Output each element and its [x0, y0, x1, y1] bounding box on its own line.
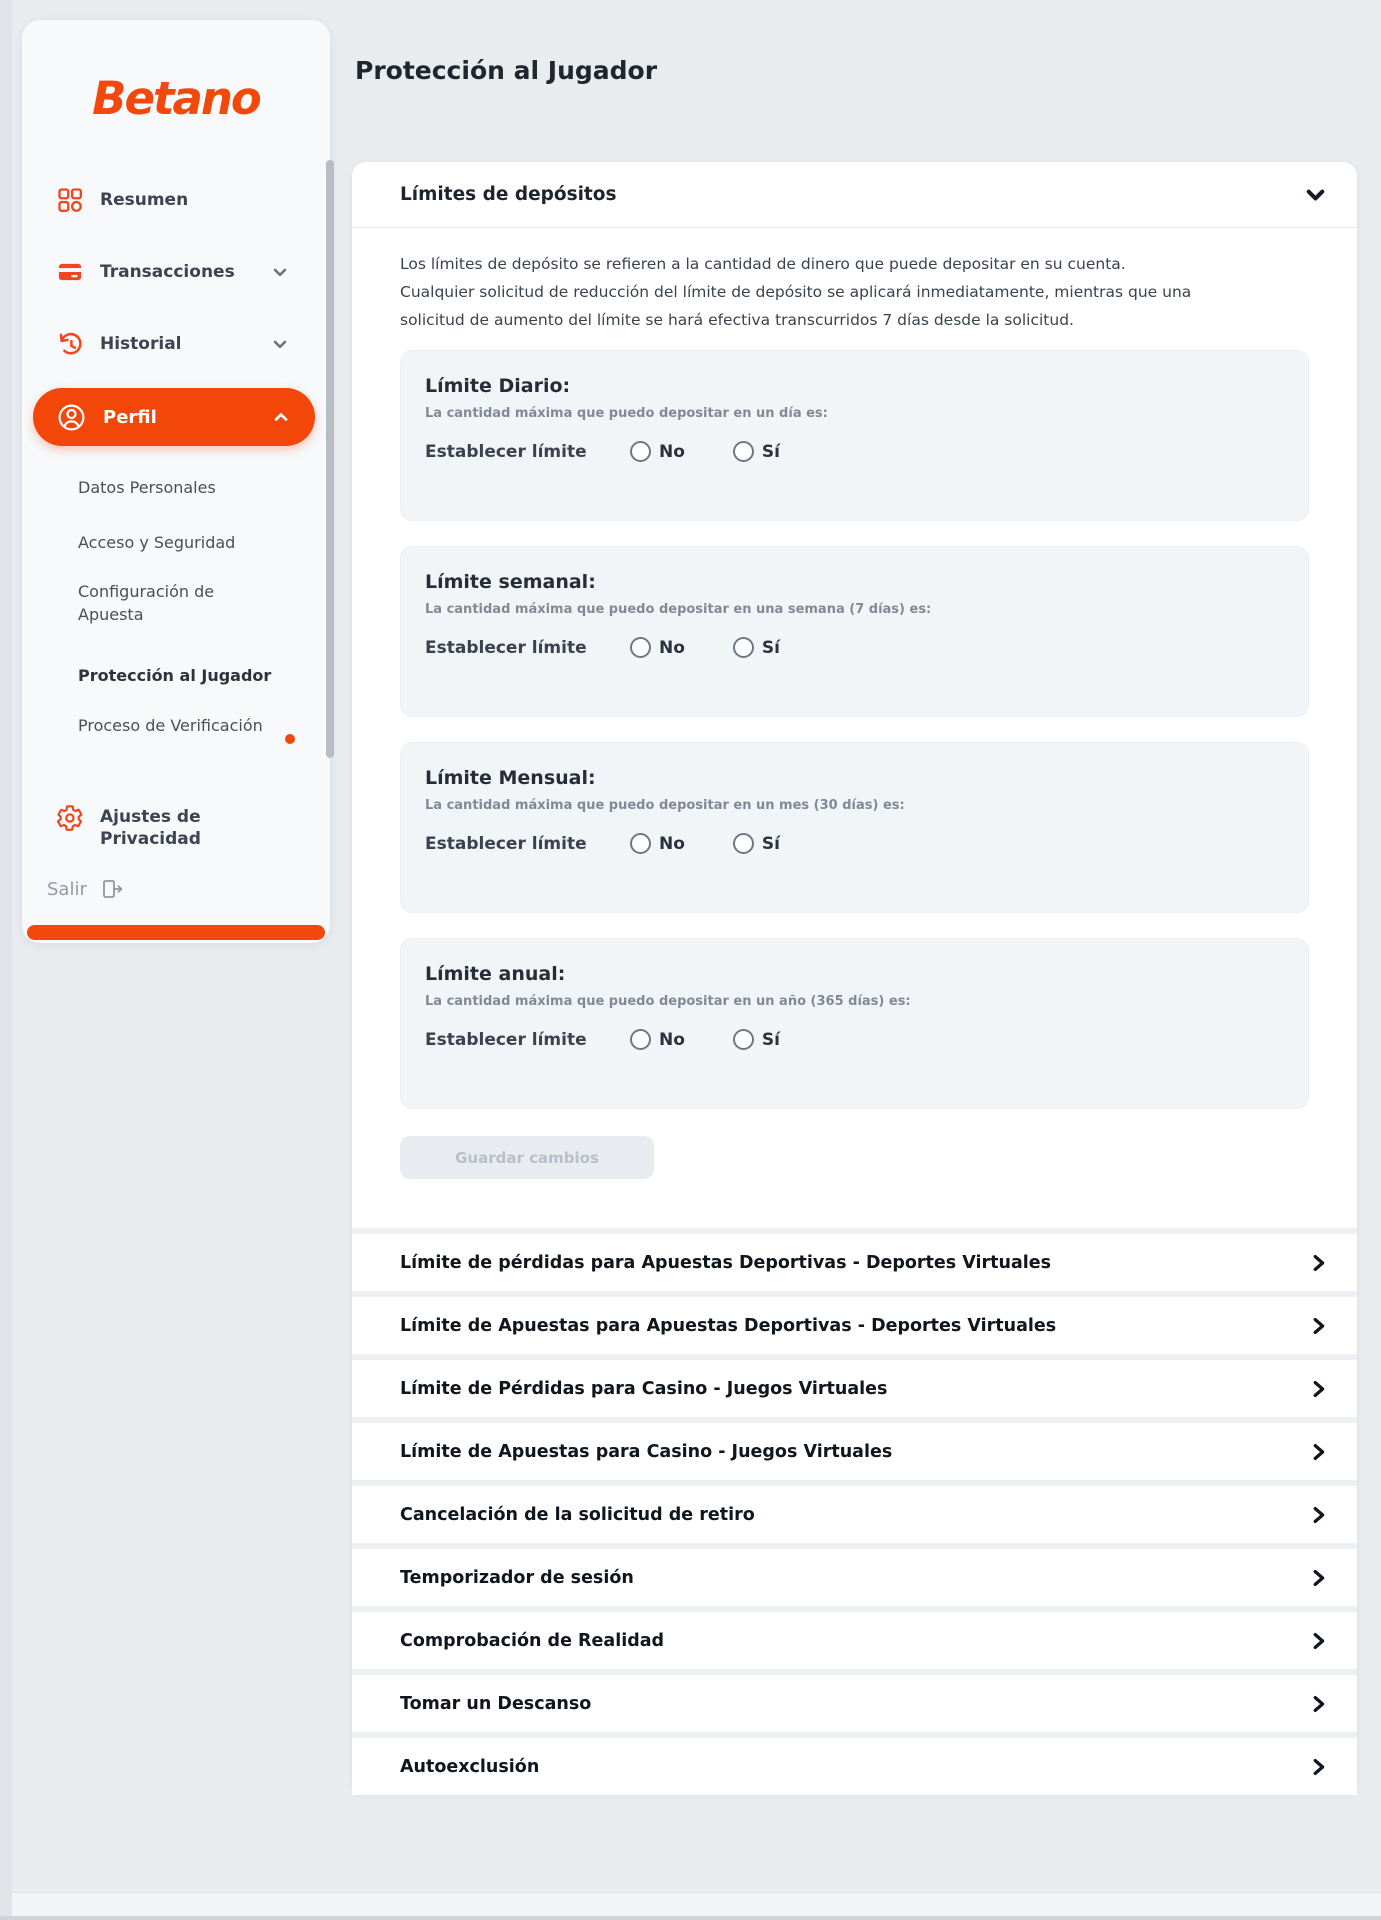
limit-caption: La cantidad máxima que puedo depositar en un mes (30 días) es: [425, 798, 905, 813]
sidebar-item-ajustes-privacidad[interactable] [56, 802, 316, 849]
radio-button-si[interactable] [733, 441, 754, 462]
chevron-up-icon [271, 407, 291, 427]
radio-label-si: Sí [761, 833, 780, 854]
accordion-row-perdidas-casino[interactable] [352, 1354, 1357, 1417]
radio-button-no[interactable] [630, 1029, 651, 1050]
radio-button-si[interactable] [733, 637, 754, 658]
gear-icon [56, 804, 84, 832]
radio-option-no[interactable] [630, 833, 685, 854]
sidebar-scrollbar[interactable] [326, 160, 334, 758]
radio-option-si[interactable] [733, 637, 780, 658]
chevron-down-icon [270, 334, 290, 354]
logout-icon [99, 876, 125, 902]
radio-button-si[interactable] [733, 1029, 754, 1050]
accordion-row-cancelacion-retiro[interactable] [352, 1480, 1357, 1543]
chevron-right-icon [1307, 1315, 1329, 1337]
chevron-down-icon [270, 262, 290, 282]
sidebar-bottom-accent [27, 925, 325, 940]
accordion-row-label: Comprobación de Realidad [400, 1630, 665, 1651]
chevron-right-icon [1307, 1504, 1329, 1526]
sidebar-item-label-line2: Privacidad [100, 829, 201, 849]
accordion-row-tomar-descanso[interactable] [352, 1669, 1357, 1732]
radio-option-si[interactable] [733, 441, 780, 462]
limit-card-daily [400, 350, 1309, 521]
radio-label-si: Sí [761, 441, 780, 462]
radio-option-no[interactable] [630, 637, 685, 658]
set-limit-label: Establecer límite [425, 637, 587, 658]
radio-label-no: No [659, 1029, 685, 1050]
accordion-row-apuestas-casino[interactable] [352, 1417, 1357, 1480]
sidebar-item-label: Resumen [100, 190, 189, 210]
grid-icon [56, 186, 84, 214]
radio-button-no[interactable] [630, 637, 651, 658]
radio-label-no: No [659, 637, 685, 658]
accordion-row-label: Límite de pérdidas para Apuestas Deportivas - Deportes Virtuales [400, 1252, 1052, 1273]
accordion-row-temporizador-sesion[interactable] [352, 1543, 1357, 1606]
chevron-right-icon [1307, 1252, 1329, 1274]
accordion-row-autoexclusion[interactable] [352, 1732, 1357, 1795]
limit-caption: La cantidad máxima que puedo depositar en un año (365 días) es: [425, 994, 911, 1009]
radio-option-si[interactable] [733, 833, 780, 854]
chevron-right-icon [1307, 1378, 1329, 1400]
sidebar-item-label: Historial [100, 334, 182, 354]
accordion-row-label: Límite de Apuestas para Apuestas Deportivas - Deportes Virtuales [400, 1315, 1057, 1336]
logout-label: Salir [47, 878, 87, 900]
protection-sections-list [352, 1228, 1357, 1795]
accordion-row-label: Límite de Apuestas para Casino - Juegos Virtuales [400, 1441, 893, 1462]
sidebar-item-label: Perfil [103, 406, 157, 428]
player-protection-panel [352, 162, 1357, 1795]
sidebar-subitem-configuracion-apuesta[interactable]: Configuración de Apuesta [78, 582, 215, 624]
left-edge-strip [0, 0, 12, 1920]
sidebar-item-transacciones[interactable] [22, 252, 330, 292]
sidebar-item-label-line1: Ajustes de [100, 807, 201, 827]
chevron-down-icon [1302, 181, 1329, 208]
accordion-row-comprobacion-realidad[interactable] [352, 1606, 1357, 1669]
sidebar [22, 20, 330, 943]
accordion-limites-depositos[interactable] [352, 162, 1357, 228]
set-limit-label: Establecer límite [425, 1029, 587, 1050]
deposit-limits-description: Los límites de depósito se refieren a la cantidad de dinero que puede depositar en su cuenta. Cualquier solicitud de reducción del límite de depósito se aplicará inmediatamente, mientras que una solicitud de aumento del límite se hará efectiva transcurridos 7 días desde la solicitud. [400, 255, 1192, 329]
logout-button[interactable] [47, 872, 125, 906]
accordion-row-apuestas-deportivas[interactable] [352, 1291, 1357, 1354]
limit-title: Límite semanal: [425, 571, 596, 593]
limit-title: Límite Mensual: [425, 767, 596, 789]
history-icon [56, 330, 84, 358]
accordion-row-label: Cancelación de la solicitud de retiro [400, 1504, 755, 1525]
set-limit-label: Establecer límite [425, 833, 587, 854]
radio-option-no[interactable] [630, 441, 685, 462]
save-changes-button[interactable]: Guardar cambios [400, 1136, 654, 1179]
sidebar-item-resumen[interactable] [22, 180, 330, 220]
radio-button-no[interactable] [630, 441, 651, 462]
sidebar-subitem-datos-personales[interactable]: Datos Personales [78, 478, 216, 497]
radio-option-no[interactable] [630, 1029, 685, 1050]
radio-button-no[interactable] [630, 833, 651, 854]
accordion-row-label: Autoexclusión [400, 1756, 540, 1777]
betano-logo[interactable]: Betano [92, 72, 260, 125]
limit-caption: La cantidad máxima que puedo depositar en una semana (7 días) es: [425, 602, 932, 617]
radio-label-si: Sí [761, 637, 780, 658]
chevron-right-icon [1307, 1567, 1329, 1589]
radio-label-no: No [659, 833, 685, 854]
limit-card-monthly [400, 742, 1309, 913]
accordion-title: Límites de depósitos [400, 184, 617, 205]
sidebar-subitem-proceso-verificacion[interactable]: Proceso de Verificación [78, 716, 263, 735]
accordion-row-label: Tomar un Descanso [400, 1693, 592, 1714]
sidebar-item-perfil[interactable] [33, 388, 315, 446]
limit-title: Límite Diario: [425, 375, 571, 397]
limit-title: Límite anual: [425, 963, 566, 985]
footer-strip [12, 1892, 1381, 1916]
radio-button-si[interactable] [733, 833, 754, 854]
sidebar-subitem-acceso-seguridad[interactable]: Acceso y Seguridad [78, 533, 236, 552]
bottom-edge [0, 1916, 1381, 1920]
chevron-right-icon [1307, 1630, 1329, 1652]
sidebar-item-label: Transacciones [100, 262, 235, 282]
accordion-row-perdidas-deportivas[interactable] [352, 1228, 1357, 1291]
limit-card-weekly [400, 546, 1309, 717]
limit-card-annual [400, 938, 1309, 1109]
page-title: Protección al Jugador [355, 56, 658, 85]
notification-dot [285, 734, 295, 744]
set-limit-label: Establecer límite [425, 441, 587, 462]
accordion-row-label: Límite de Pérdidas para Casino - Juegos Virtuales [400, 1378, 888, 1399]
sidebar-item-historial[interactable] [22, 324, 330, 364]
deposit-limits-body [352, 228, 1357, 1179]
limit-caption: La cantidad máxima que puedo depositar en un día es: [425, 406, 828, 421]
sidebar-subitem-proteccion-jugador[interactable]: Protección al Jugador [78, 666, 272, 685]
user-icon [56, 402, 87, 433]
chevron-right-icon [1307, 1693, 1329, 1715]
chevron-right-icon [1307, 1441, 1329, 1463]
radio-label-no: No [659, 441, 685, 462]
radio-option-si[interactable] [733, 1029, 780, 1050]
credit-card-icon [56, 258, 84, 286]
accordion-row-label: Temporizador de sesión [400, 1567, 634, 1588]
radio-label-si: Sí [761, 1029, 780, 1050]
chevron-right-icon [1307, 1756, 1329, 1778]
